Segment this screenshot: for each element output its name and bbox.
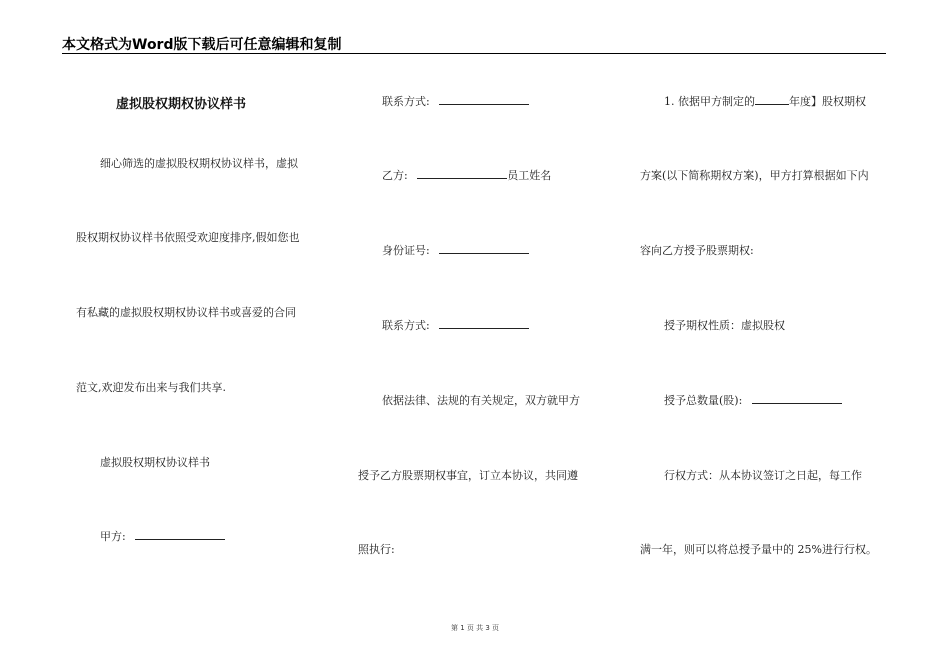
grant-quantity-label: 授予总数量(股): — [664, 394, 743, 407]
paragraph-line: 满一年，则可以将总授予量中的 25%进行行权。 — [640, 543, 877, 556]
grant-quantity-blank — [752, 392, 842, 404]
party-b-field — [382, 167, 551, 183]
clause-1-suffix: 年度】股权期权 — [789, 95, 866, 108]
contact-label-2: 联系方式: — [382, 319, 430, 332]
paragraph-line: 范文,欢迎发布出来与我们共享. — [76, 381, 226, 394]
clause-1-field — [664, 93, 866, 109]
paragraph-line: 股权期权协议样书依照受欢迎度排序,假如您也 — [76, 231, 300, 244]
contact-label: 联系方式: — [382, 95, 430, 108]
paragraph-line: 授予期权性质：虚拟股权 — [664, 319, 785, 332]
paragraph-line: 授予乙方股票期权事宜，订立本协议，共同遵 — [358, 469, 578, 482]
paragraph-line: 虚拟股权期权协议样书 — [100, 456, 210, 469]
paragraph-line: 容向乙方授予股票期权: — [640, 244, 754, 257]
document-banner: 本文格式为Word版下载后可任意编辑和复制 — [62, 37, 342, 53]
party-b-blank — [417, 167, 507, 179]
document-title: 虚拟股权期权协议样书 — [116, 97, 247, 112]
year-blank — [755, 93, 789, 105]
paragraph-line: 依据法律、法规的有关规定，双方就甲方 — [382, 394, 580, 407]
id-number-label: 身份证号: — [382, 244, 430, 257]
paragraph-line: 细心筛选的虚拟股权期权协议样书，虚拟 — [100, 157, 298, 170]
page-number: 第 1 页 共 3 页 — [450, 624, 500, 632]
contact-blank-2 — [439, 317, 529, 329]
paragraph-line: 方案(以下简称期权方案)，甲方打算根据如下内 — [640, 169, 869, 182]
header-divider — [62, 53, 886, 54]
party-a-label: 甲方: — [100, 530, 126, 543]
id-number-field — [382, 242, 529, 258]
id-number-blank — [439, 242, 529, 254]
contact-field — [382, 93, 529, 109]
party-b-label: 乙方: — [382, 169, 408, 182]
grant-quantity-field — [664, 392, 842, 408]
contact-field-2 — [382, 317, 529, 333]
contact-blank — [439, 93, 529, 105]
party-a-field — [100, 528, 225, 544]
employee-name-label: 员工姓名 — [507, 169, 552, 182]
paragraph-line: 照执行: — [358, 543, 395, 556]
party-a-blank — [135, 528, 225, 540]
paragraph-line: 行权方式：从本协议签订之日起，每工作 — [664, 469, 862, 482]
clause-1-label: 1. 依据甲方制定的 — [664, 95, 755, 108]
paragraph-line: 有私藏的虚拟股权期权协议样书或喜爱的合同 — [76, 306, 296, 319]
